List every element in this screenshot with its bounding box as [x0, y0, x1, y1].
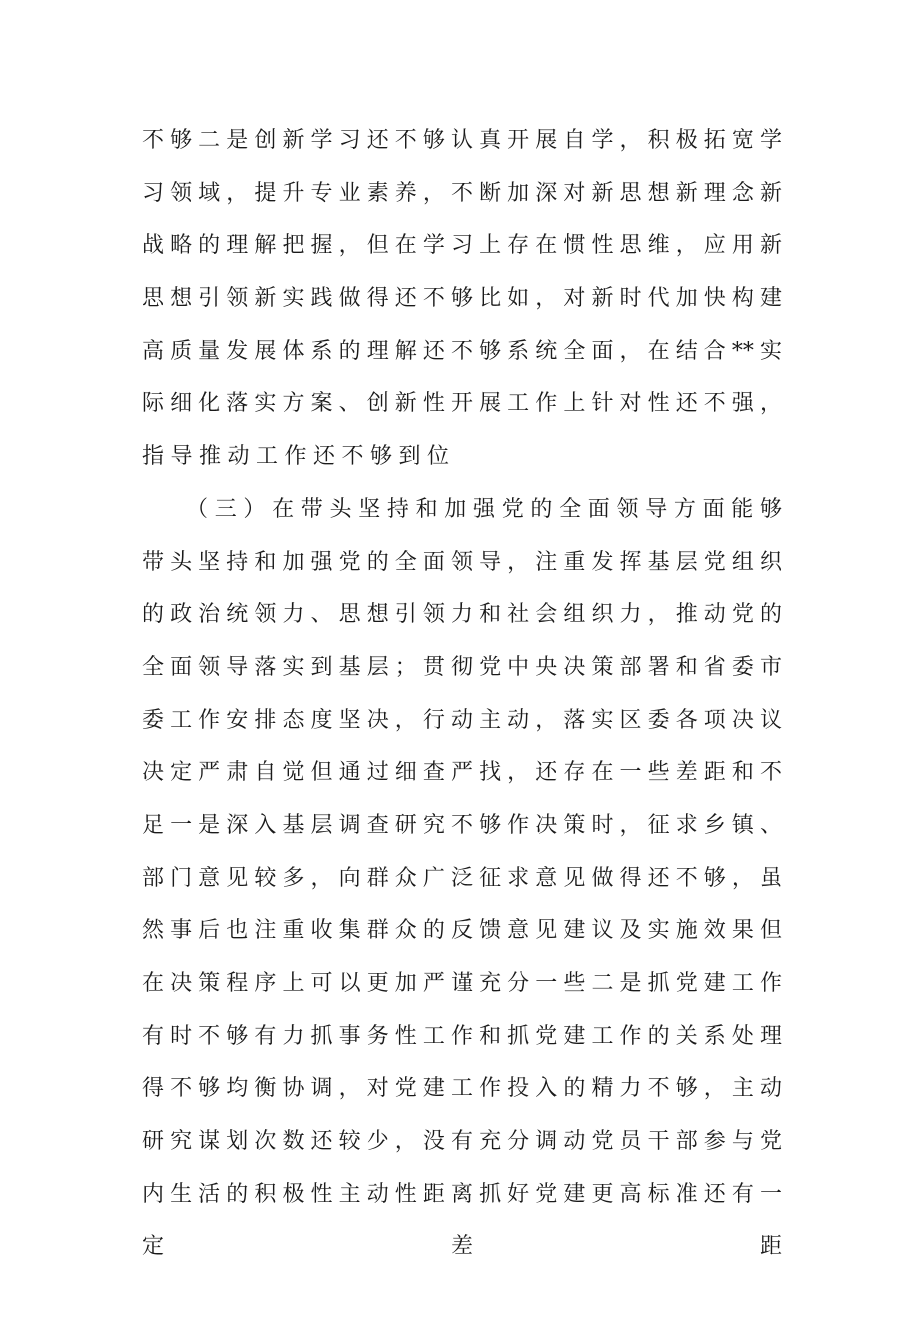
text-line: 委工作安排态度坚决，行动主动，落实区委各项决议 — [142, 707, 782, 733]
text-line: 内生活的积极性主动性距离抓好党建更高标准还有一 — [142, 1181, 782, 1207]
text-line: 得不够均衡协调，对党建工作投入的精力不够，主动 — [142, 1076, 782, 1102]
text-line: 思想引领新实践做得还不够比如，对新时代加快构建 — [142, 286, 782, 312]
text-line: 高质量发展体系的理解还不够系统全面，在结合**实 — [142, 338, 782, 364]
text-line: 有时不够有力抓事务性工作和抓党建工作的关系处理 — [142, 1023, 782, 1049]
text-line: 际细化落实方案、创新性开展工作上针对性还不强， — [142, 391, 782, 417]
text-line — [142, 1274, 782, 1327]
text-line: 全面领导落实到基层；贯彻党中央决策部署和省委市 — [142, 654, 782, 680]
document-body — [142, 115, 782, 1327]
text-line: 然事后也注重收集群众的反馈意见建议及实施效果但 — [142, 918, 782, 944]
section-heading-line: （三）在带头坚持和加强党的全面领导方面能够 — [186, 496, 782, 522]
paragraph — [142, 484, 782, 1327]
text-line: 带头坚持和加强党的全面领导，注重发挥基层党组织 — [142, 549, 782, 575]
text-line: 决定严肃自觉但通过细查严找，还存在一些差距和不 — [142, 760, 782, 786]
text-line: 不够二是创新学习还不够认真开展自学，积极拓宽学 — [142, 128, 782, 153]
text-line: 习领域，提升专业素养，不断加深对新思想新理念新 — [142, 180, 782, 206]
paragraph — [142, 115, 782, 484]
text-line: 定差距 — [142, 1234, 782, 1260]
text-line: 战略的理解把握，但在学习上存在惯性思维，应用新 — [142, 233, 782, 259]
text-line: 的政治统领力、思想引领力和社会组织力，推动党的 — [142, 602, 782, 628]
text-line: 部门意见较多，向群众广泛征求意见做得还不够，虽 — [142, 865, 782, 891]
text-line: 研究谋划次数还较少，没有充分调动党员干部参与党 — [142, 1129, 782, 1155]
text-line: 在决策程序上可以更加严谨充分一些二是抓党建工作 — [142, 971, 782, 996]
text-line: 指导推动工作还不够到位 — [142, 444, 456, 470]
text-line: 足一是深入基层调查研究不够作决策时，征求乡镇、 — [142, 812, 782, 838]
